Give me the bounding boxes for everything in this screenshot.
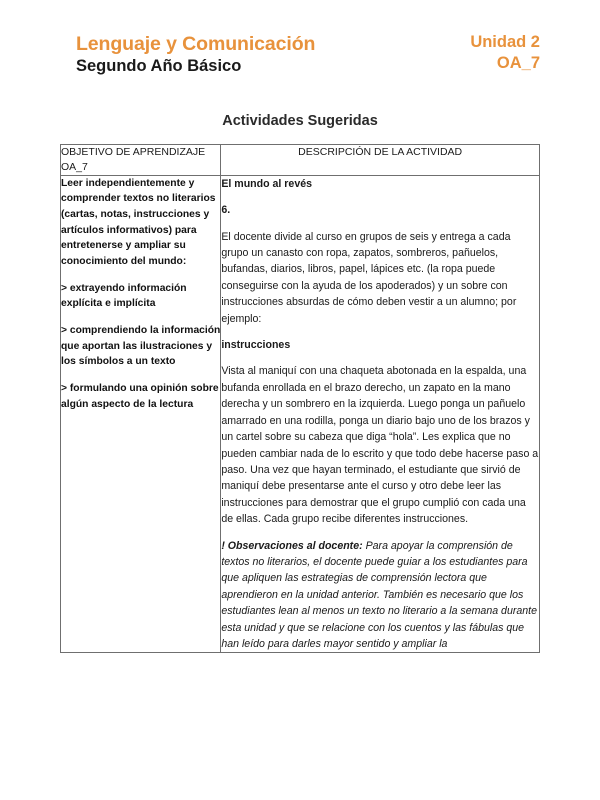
table-header-description: DESCRIPCIÓN DE LA ACTIVIDAD: [221, 145, 540, 176]
oa-label: OA_7: [496, 53, 540, 72]
activity-paragraph-1: El docente divide al curso en grupos de seis y entrega a cada grupo un canasto con ropa, zapatos, sombreros, pañuelos, bufandas, diarios, libros, papel, lápices etc. (la ropa puede conseguirse con la ayuda de los apoderados) y un sobre con instrucciones absurdas de cómo deben vestir a un alumno; por ejemplo:: [221, 230, 517, 325]
table-row: [61, 175, 540, 653]
teacher-note: [221, 538, 539, 653]
activity-paragraph-2: Vista al maniquí con una chaqueta abotonada en la espalda, una bufanda enrollada en el brazo derecho, un zapato en la mano derecha y un sombrero en la izquierda. Luego ponga un pañuelo amarrado en una rodilla, ponga un diario bajo uno de los brazos y un cartel sobre su cabeza que diga “hola”. Les explica que no pueden cambiar nada de lo escrito y que todo debe hacerse paso a paso. Una vez que hayan terminado, el estudiante que sirvió de maniquí debe presentarse ante el curso y otro debe leer las instrucciones para demostrar que el grupo cumplió con cada una de ellas. Cada grupo recibe diferentes instrucciones.: [221, 365, 539, 526]
table-header-objective: OBJETIVO DE APRENDIZAJE OA_7: [61, 145, 221, 176]
document-header: [76, 33, 540, 77]
activity-number: 6.: [221, 204, 231, 217]
section-title: Actividades Sugeridas: [222, 113, 378, 129]
teacher-note-lead: ! Observaciones al docente:: [221, 539, 363, 552]
description-cell: [221, 175, 540, 653]
objective-bullet-2: > comprendiendo la información que aportan las ilustraciones y los símbolos a un texto: [61, 324, 221, 368]
activity-title: El mundo al revés: [221, 177, 312, 190]
teacher-note-body: Para apoyar la comprensión de textos no literarios, el docente puede guiar a los estudiantes para que apliquen las estrategias de comprensión lectora que aprendieron en la unidad anterior. También es necesario que los estudiantes lean al menos un texto no literario a la semana durante esta unidad y que se relacione con los cuentos y las fábulas que han leído para darles mayor sentido y ampliar la: [221, 539, 537, 650]
grade-title: Segundo Año Básico: [76, 57, 242, 75]
objective-bullet-1: > extrayendo información explícita e implícita: [61, 282, 187, 310]
table-header-row: [61, 145, 540, 176]
subject-title: Lenguaje y Comunicación: [76, 33, 316, 55]
activities-table: [60, 144, 540, 653]
objective-cell: [61, 175, 221, 653]
activity-subtitle: instrucciones: [221, 339, 291, 352]
objective-intro: Leer independientemente y comprender textos no literarios (cartas, notas, instrucciones y artículos informativos) para entretenerse y ampliar su conocimiento del mundo:: [61, 177, 216, 268]
header-left-group: [76, 33, 315, 77]
objective-bullet-3: > formulando una opinión sobre algún aspecto de la lectura: [61, 382, 219, 410]
header-right-group: [470, 33, 540, 74]
unit-label: Unidad 2: [470, 33, 540, 51]
